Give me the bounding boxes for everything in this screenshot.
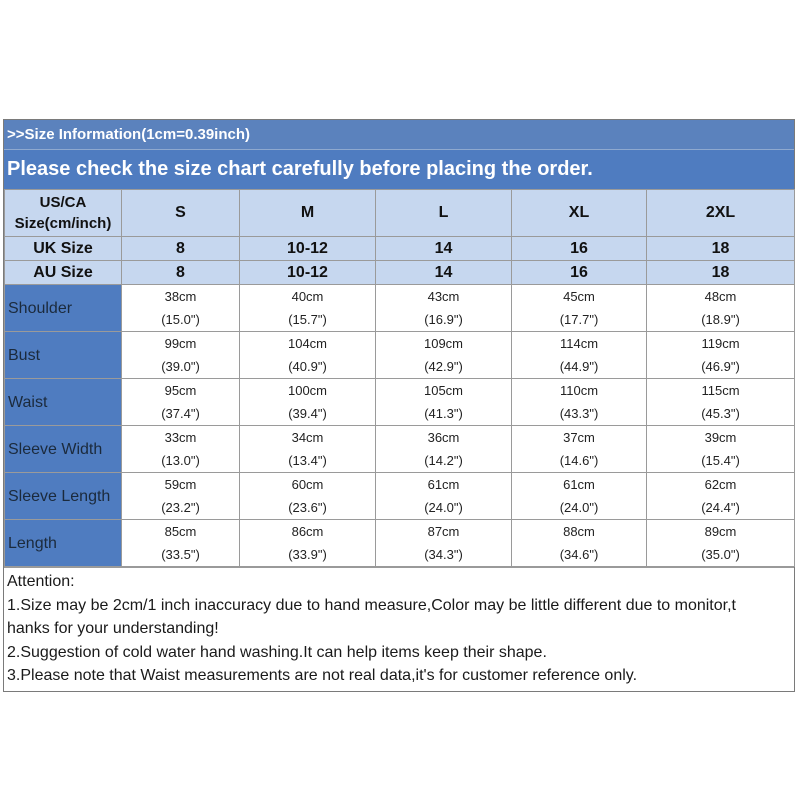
measurement-label: Bust xyxy=(5,332,122,379)
cm-value: 99cm xyxy=(164,336,197,351)
au-size-value: 16 xyxy=(512,261,647,285)
measurement-cell xyxy=(647,285,795,332)
measurement-cell xyxy=(512,426,647,473)
measurement-cell xyxy=(647,379,795,426)
measurement-cell xyxy=(122,473,240,520)
measurement-cell xyxy=(122,426,240,473)
measurement-row xyxy=(5,285,795,332)
measurement-label: Length xyxy=(5,520,122,567)
measurement-cell xyxy=(240,520,376,567)
cm-value: 62cm xyxy=(704,477,737,492)
cm-value: 89cm xyxy=(704,524,737,539)
size-header-cell: S xyxy=(122,190,240,237)
inch-value: (24.4") xyxy=(701,500,740,515)
measurement-cell xyxy=(647,473,795,520)
inch-value: (14.6") xyxy=(559,453,599,468)
au-size-value: 14 xyxy=(376,261,512,285)
measurement-cell xyxy=(376,379,512,426)
measurement-cell xyxy=(122,520,240,567)
measurement-cell xyxy=(240,379,376,426)
order-notice: Please check the size chart carefully before placing the order. xyxy=(4,150,794,189)
measurement-cell xyxy=(240,285,376,332)
measurement-cell xyxy=(376,285,512,332)
inch-value: (35.0") xyxy=(701,547,740,562)
inch-value: (33.9") xyxy=(288,547,327,562)
inch-value: (24.0") xyxy=(424,500,463,515)
uk-size-value: 8 xyxy=(122,237,240,261)
inch-value: (23.2") xyxy=(161,500,200,515)
inch-value: (46.9") xyxy=(701,359,740,374)
inch-value: (34.3") xyxy=(424,547,463,562)
cm-value: 86cm xyxy=(291,524,324,539)
cm-value: 119cm xyxy=(701,336,740,351)
attention-notes xyxy=(4,567,794,691)
cm-value: 87cm xyxy=(427,524,460,539)
cm-value: 61cm xyxy=(427,477,460,492)
cm-value: 115cm xyxy=(701,383,740,398)
au-size-row xyxy=(5,261,795,285)
cm-value: 38cm xyxy=(164,289,197,304)
inch-value: (43.3") xyxy=(559,406,599,421)
measurement-cell xyxy=(512,332,647,379)
cm-value: 88cm xyxy=(563,524,595,539)
measurement-row xyxy=(5,332,795,379)
au-size-value: 18 xyxy=(647,261,795,285)
measurement-cell xyxy=(376,426,512,473)
inch-value: (15.7") xyxy=(288,312,327,327)
cm-value: 37cm xyxy=(563,430,595,445)
cm-value: 109cm xyxy=(423,336,464,351)
size-header-cell: XL xyxy=(512,190,647,237)
cm-value: 36cm xyxy=(427,430,460,445)
inch-value: (33.5") xyxy=(161,547,200,562)
size-header-corner xyxy=(5,190,122,237)
measurement-cell xyxy=(512,285,647,332)
cm-value: 61cm xyxy=(563,477,595,492)
measurement-label: Sleeve Length xyxy=(5,473,122,520)
cm-value: 59cm xyxy=(164,477,197,492)
inch-value: (34.6") xyxy=(559,547,599,562)
corner-line-1: US/CA xyxy=(39,194,87,211)
au-size-value: 8 xyxy=(122,261,240,285)
cm-value: 85cm xyxy=(164,524,197,539)
size-header-cell: L xyxy=(376,190,512,237)
size-header-cell: M xyxy=(240,190,376,237)
uk-size-value: 16 xyxy=(512,237,647,261)
uk-size-value: 14 xyxy=(376,237,512,261)
size-header-cell: 2XL xyxy=(647,190,795,237)
measurement-row xyxy=(5,473,795,520)
cm-value: 40cm xyxy=(291,289,324,304)
cm-value: 100cm xyxy=(287,383,328,398)
cm-value: 34cm xyxy=(291,430,324,445)
inch-value: (17.7") xyxy=(559,312,599,327)
inch-value: (44.9") xyxy=(559,359,599,374)
measurement-cell xyxy=(647,426,795,473)
measurement-row xyxy=(5,379,795,426)
measurement-cell xyxy=(647,332,795,379)
inch-value: (14.2") xyxy=(424,453,463,468)
attention-line: 2.Suggestion of cold water hand washing.It can help items keep their shape. xyxy=(7,643,547,661)
measurement-cell xyxy=(512,379,647,426)
cm-value: 60cm xyxy=(291,477,324,492)
inch-value: (13.0") xyxy=(161,453,200,468)
inch-value: (39.0") xyxy=(161,359,200,374)
inch-value: (13.4") xyxy=(288,453,327,468)
inch-value: (45.3") xyxy=(701,406,740,421)
measurement-cell xyxy=(240,473,376,520)
uk-size-label: UK Size xyxy=(5,237,122,261)
uk-size-value: 10-12 xyxy=(240,237,376,261)
cm-value: 45cm xyxy=(563,289,595,304)
measurement-cell xyxy=(647,520,795,567)
inch-value: (39.4") xyxy=(288,406,327,421)
size-chart-sheet xyxy=(3,119,795,692)
cm-value: 104cm xyxy=(287,336,328,351)
inch-value: (37.4") xyxy=(161,406,200,421)
cm-value: 114cm xyxy=(559,336,599,351)
au-size-value: 10-12 xyxy=(240,261,376,285)
uk-size-row xyxy=(5,237,795,261)
attention-line: 1.Size may be 2cm/1 inch inaccuracy due to hand measure,Color may be little different due to monitor,t xyxy=(7,596,736,614)
attention-title: Attention: xyxy=(7,573,75,590)
measurement-cell xyxy=(240,332,376,379)
measurement-cell xyxy=(512,520,647,567)
measurement-cell xyxy=(376,520,512,567)
cm-value: 39cm xyxy=(704,430,737,445)
measurement-cell xyxy=(512,473,647,520)
measurement-cell xyxy=(122,285,240,332)
inch-value: (23.6") xyxy=(288,500,327,515)
measurement-cell xyxy=(376,332,512,379)
au-size-label: AU Size xyxy=(5,261,122,285)
measurement-label: Sleeve Width xyxy=(5,426,122,473)
measurement-label: Waist xyxy=(5,379,122,426)
inch-value: (15.0") xyxy=(161,312,200,327)
inch-value: (15.4") xyxy=(701,453,740,468)
uk-size-value: 18 xyxy=(647,237,795,261)
corner-line-2: Size(cm/inch) xyxy=(14,215,112,232)
cm-value: 95cm xyxy=(164,383,197,398)
cm-value: 105cm xyxy=(423,383,464,398)
inch-value: (42.9") xyxy=(424,359,463,374)
inch-value: (40.9") xyxy=(288,359,327,374)
measurement-row xyxy=(5,520,795,567)
size-table xyxy=(4,189,795,567)
inch-value: (41.3") xyxy=(424,406,463,421)
inch-value: (18.9") xyxy=(701,312,740,327)
cm-value: 48cm xyxy=(704,289,737,304)
inch-value: (16.9") xyxy=(424,312,463,327)
size-name-row xyxy=(5,190,795,237)
inch-value: (24.0") xyxy=(559,500,599,515)
measurement-label: Shoulder xyxy=(5,285,122,332)
measurement-cell xyxy=(240,426,376,473)
measurement-cell xyxy=(122,332,240,379)
attention-line: hanks for your understanding! xyxy=(7,620,219,637)
cm-value: 110cm xyxy=(559,383,599,398)
cm-value: 33cm xyxy=(164,430,197,445)
size-info-header: >>Size Information(1cm=0.39inch) xyxy=(4,120,794,150)
attention-line: 3.Please note that Waist measurements are not real data,it's for customer reference only. xyxy=(7,667,638,684)
measurement-cell xyxy=(122,379,240,426)
cm-value: 43cm xyxy=(427,289,460,304)
measurement-row xyxy=(5,426,795,473)
measurement-cell xyxy=(376,473,512,520)
